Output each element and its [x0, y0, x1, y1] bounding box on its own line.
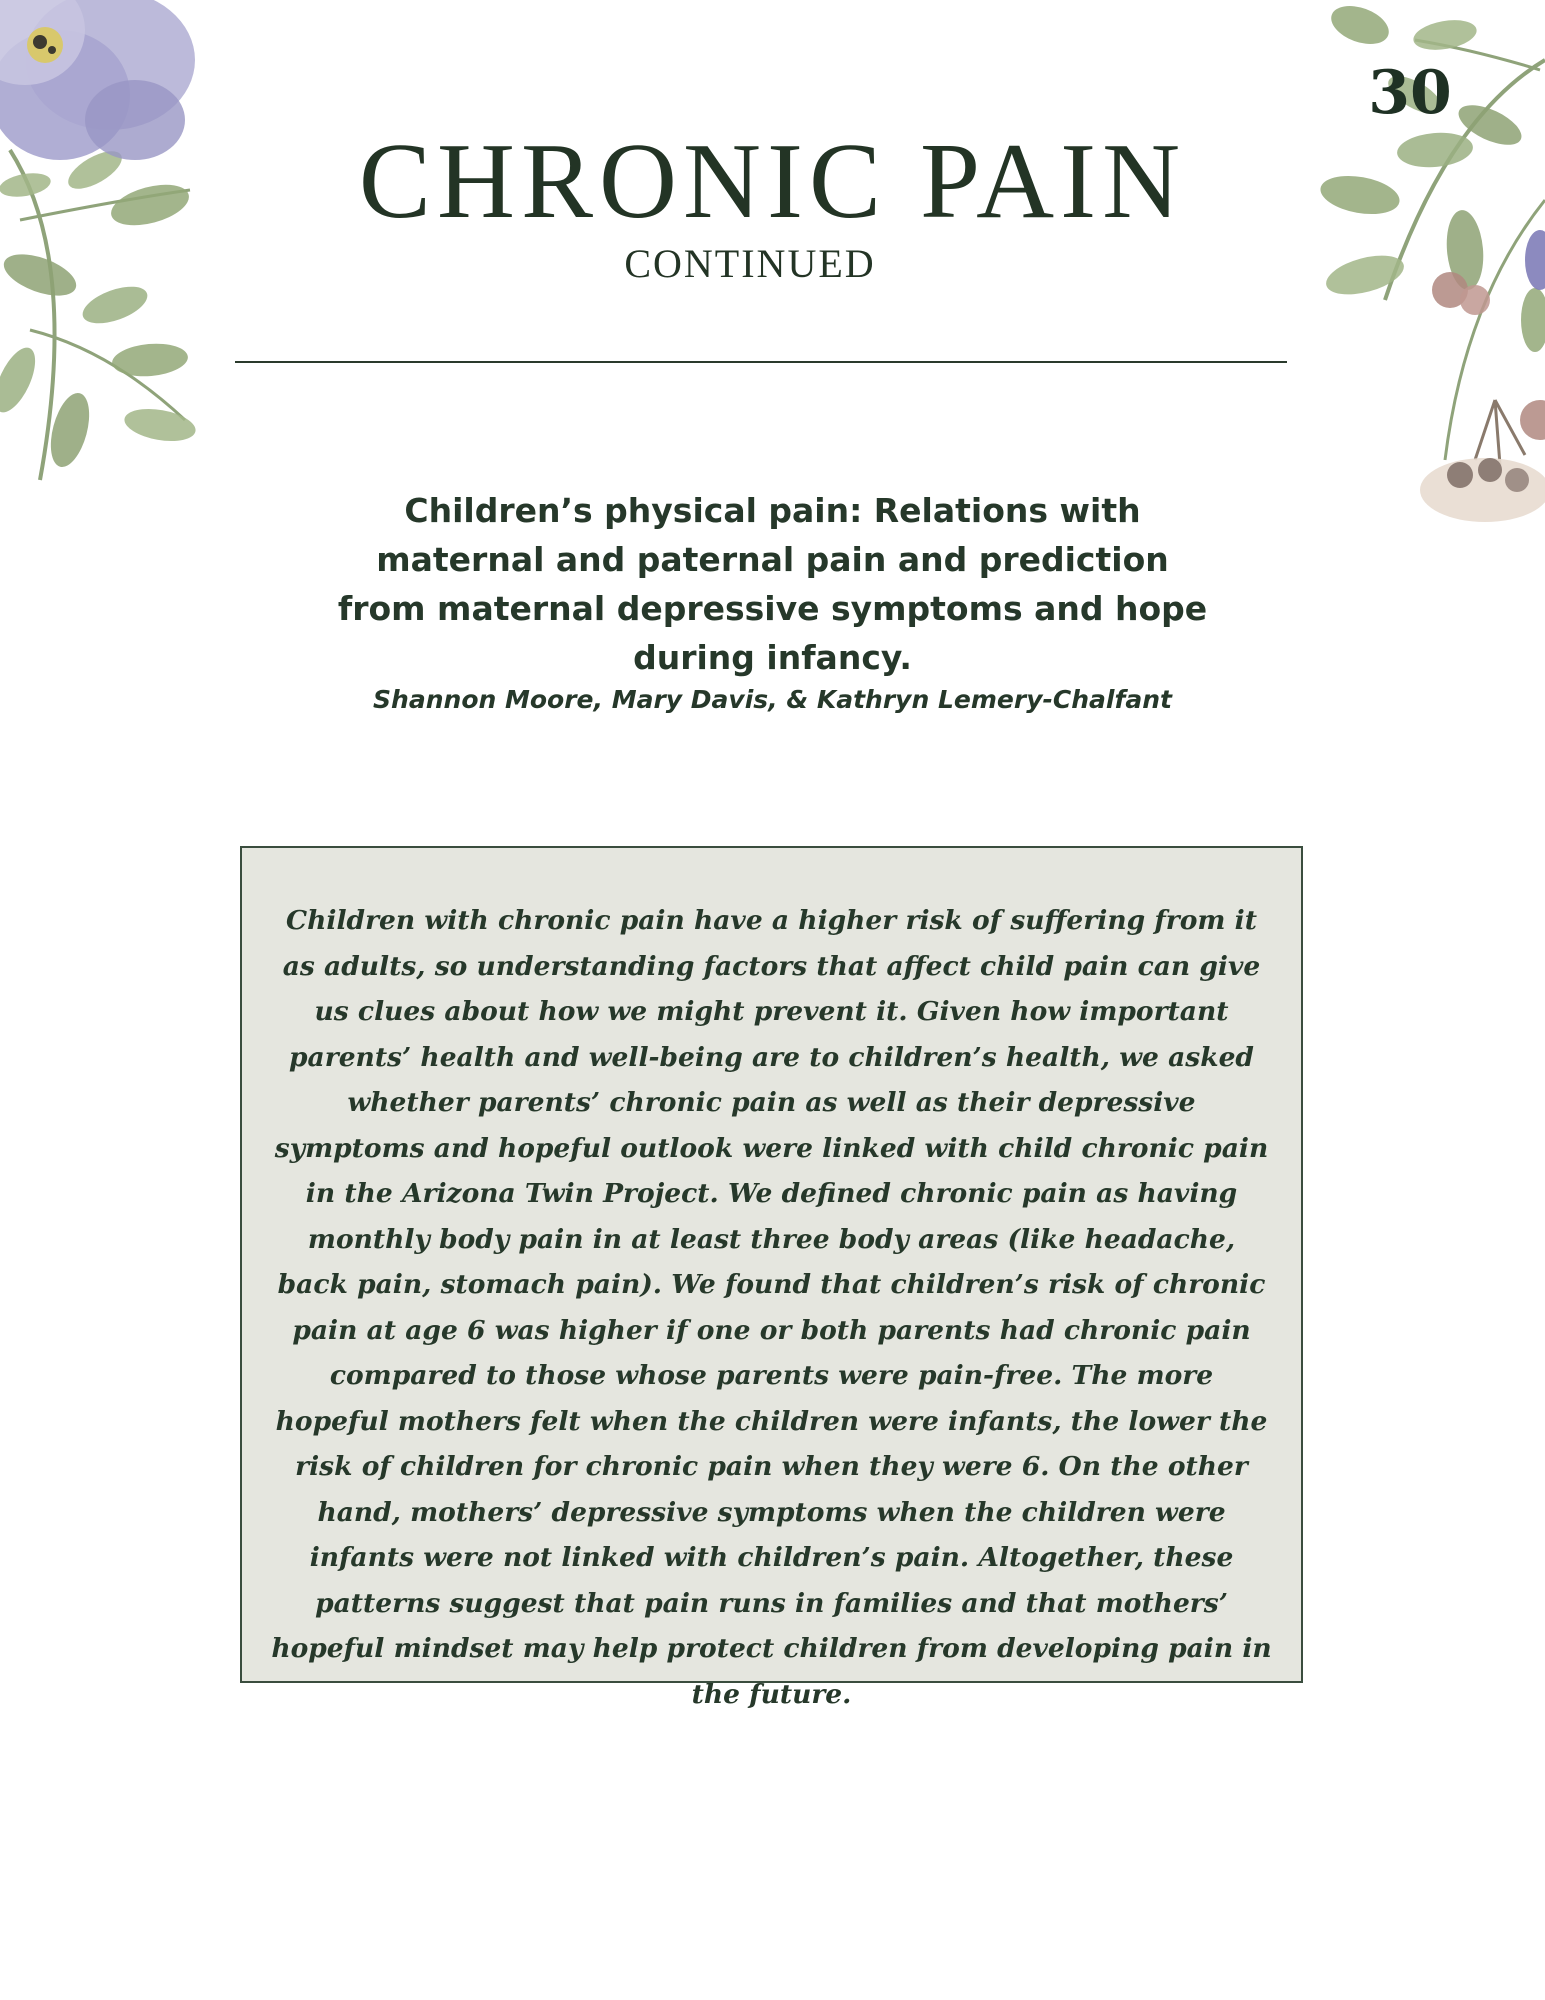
summary-box [240, 846, 1303, 1710]
article-authors: Shannon Moore, Mary Davis, & Kathryn Lemery-Chalfant [373, 685, 1172, 714]
page-subtitle: CONTINUED [624, 241, 876, 286]
article-title: Children’s physical pain: Relations with maternal and paternal pain and prediction from maternal depressive symptoms and hope during infancy. [337, 491, 1208, 677]
page-number: 30 [1368, 58, 1452, 128]
divider-line [235, 361, 1287, 363]
summary-text: Children with chronic pain have a higher risk of suffering from it as adults, so understanding factors that affect child pain can give us clues about how we might prevent it. Given how important parents’ health and well-being are to children’s health, we asked whether parents’ chronic pain as well as their depressive symptoms and hopeful outlook were linked with child chronic pain in the Arizona Twin Project. We defined chronic pain as having monthly body pain in at least three body areas (like headache, back pain, stomach pain). We found that children’s risk of chronic pain at age 6 was higher if one or both parents had chronic pain compared to those whose parents were pain-free. The more hopeful mothers felt when the children were infants, the lower the risk of children for chronic pain when they were 6. On the other hand, mothers’ depressive symptoms when the children were infants were not linked with children’s pain. Altogether, these patterns suggest that pain runs in families and that mothers’ hopeful mindset may help protect children from developing pain in the future. [271, 905, 1272, 1710]
purple-bud-icon [1525, 230, 1545, 290]
page-title: CHRONIC PAIN [358, 122, 1187, 241]
